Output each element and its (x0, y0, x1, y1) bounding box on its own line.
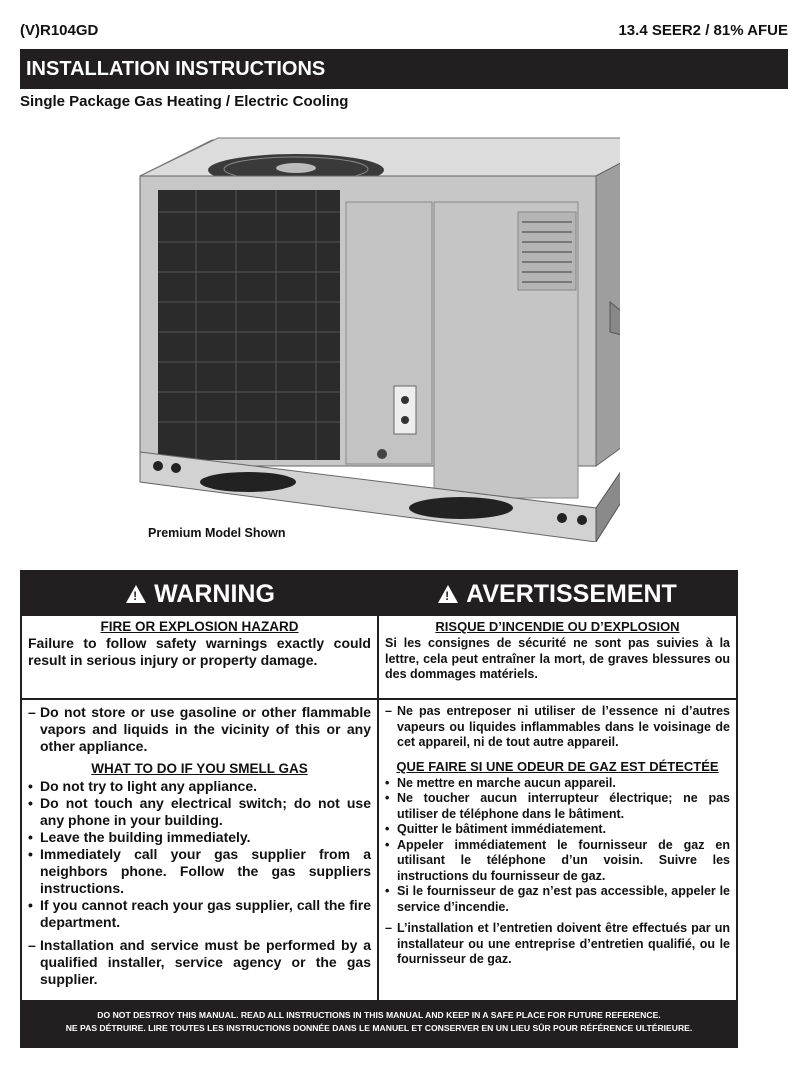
list-item: • Appeler immédiatement le fournisseur de gaz en utilisant le téléphone d’un voisin. Suivre les instructions du fournisseur de gaz. (385, 837, 730, 883)
list-item: • Do not try to light any appliance. (28, 778, 258, 794)
hazard-intro-en: Failure to follow safety warnings exactly could result in serious injury or property damage. (28, 635, 371, 668)
list-item: • Ne toucher aucun interrupteur électrique; ne pas utiliser de téléphone dans le bâtiment. (385, 791, 730, 821)
install-item-en: – Installation and service must be performed by a qualified installer, service agency or the gas supplier. (28, 937, 371, 987)
figure-caption: Premium Model Shown (148, 526, 286, 540)
instructions-cell-en (22, 700, 377, 1000)
warning-heading-en (22, 572, 379, 616)
footer-notice-fr: NE PAS DÉTRUIRE. LIRE TOUTES LES INSTRUCTIONS DONNÉE DANS LE MANUEL ET CONSERVER EN UN LIEU SÛR POUR RÉFÉRENCE ULTÉRIEURE. (65, 1023, 693, 1033)
footer-notice (22, 998, 736, 1046)
smell-list-fr (385, 776, 730, 916)
warning-box (20, 570, 738, 1048)
warning-triangle-icon (126, 585, 146, 603)
warning-header (22, 572, 736, 616)
store-item-fr: – Ne pas entreposer ni utiliser de l’essence ni d’autres vapeurs ou liquides inflammables dans le voisinage de cet appareil, ni de tout autre appareil. (385, 704, 730, 749)
hazard-intro-fr: Si les consignes de sécurité ne sont pas suivies à la lettre, cela peut entraîner la mort, de graves blessures ou des dommages matériels. (385, 636, 730, 681)
list-item: • Do not touch any electrical switch; do not use any phone in your building. (28, 795, 371, 828)
warning-label-fr: AVERTISSEMENT (466, 579, 677, 608)
footer-notice-en: DO NOT DESTROY THIS MANUAL. READ ALL INSTRUCTIONS IN THIS MANUAL AND KEEP IN A SAFE PLACE FOR FUTURE REFERENCE. (97, 1010, 661, 1020)
smell-heading-en: WHAT TO DO IF YOU SMELL GAS (91, 761, 308, 776)
title-bar (20, 49, 788, 89)
hazard-title-fr: RISQUE D’INCENDIE OU D’EXPLOSION (435, 619, 680, 634)
list-item: • Leave the building immediately. (28, 829, 251, 845)
hazard-cell-en (22, 616, 377, 698)
list-item: • Immediately call your gas supplier from a neighbors phone. Follow the gas suppliers instructions. (28, 846, 371, 896)
model-number: (V)R104GD (20, 21, 99, 39)
smell-heading-fr: QUE FAIRE SI UNE ODEUR DE GAZ EST DÉTECTÉE (396, 758, 719, 774)
hazard-title-en: FIRE OR EXPLOSION HAZARD (100, 619, 299, 634)
list-item: • If you cannot reach your gas supplier, call the fire department. (28, 897, 371, 930)
list-item: • Quitter le bâtiment immédiatement. (385, 822, 607, 836)
page-title: INSTALLATION INSTRUCTIONS (26, 57, 326, 80)
list-item: • Si le fournisseur de gaz n’est pas accessible, appeler le service d’incendie. (385, 884, 730, 914)
subtitle: Single Package Gas Heating / Electric Cooling (20, 93, 349, 110)
list-item: • Ne mettre en marche aucun appareil. (385, 775, 616, 790)
instructions-cell-fr (379, 700, 736, 1000)
unit-figure (136, 132, 620, 542)
store-item-en: – Do not store or use gasoline or other flammable vapors and liquids in the vicinity of this or any other appliance. (28, 704, 371, 754)
warning-heading-fr (379, 572, 736, 616)
packaged-hvac-unit-icon (136, 132, 620, 542)
install-item-fr: – L’installation et l’entretien doivent être effectués par un installateur ou une entreprise d’entretien qualifié, ou le fournisseur de gaz. (385, 921, 730, 966)
warning-label-en: WARNING (154, 579, 275, 608)
header-line (20, 20, 788, 40)
warning-triangle-icon (438, 585, 458, 603)
efficiency-rating: 13.4 SEER2 / 81% AFUE (618, 21, 788, 39)
hazard-cell-fr (379, 616, 736, 698)
smell-list-en (28, 778, 371, 931)
